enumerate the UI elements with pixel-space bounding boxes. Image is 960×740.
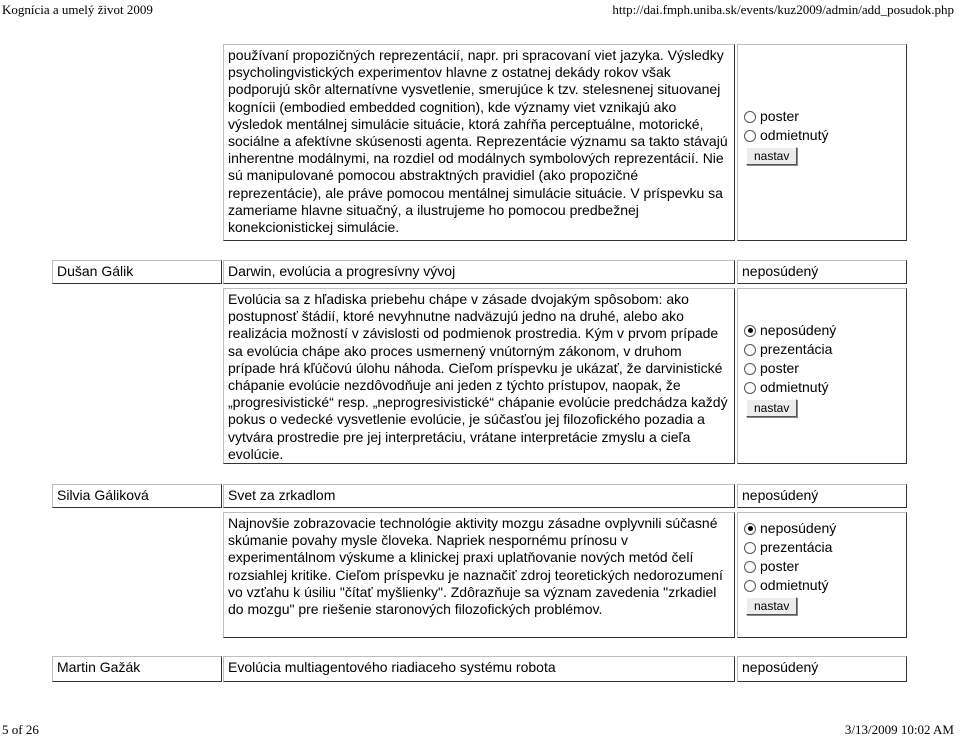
abstract-text: používaní propozičných reprezentácií, napr. pri spracovaní viet jazyka. Výsledky psycholingvistických experimentov hlavne z ostatnej dekády rokov však podporujú skôr alternatívne vysvetlenie, smerujúce k tzv. stelesnenej situovanej kognícii (embodied embedded cognition), kde významy viet vznikajú ako výsledok mentálnej simulácie situácie, ktorá zahŕňa perceptuálne, motorické, sociálne a afektívne skúsenosti agenta. Reprezentácie významu sa takto stávajú inherentne modálnymi, na rozdiel od modálnych symbolových reprezentácií. Nie sú manipulované pomocou abstraktných pravidiel (ako propozičné reprezentácie), ale práve pomocou mentálnej simulácie situácie. V príspevku sa zameriame hlavne situačný, a ilustrujeme ho pomocou predbežnej konekcionistickej simulácie.	[228, 47, 728, 236]
abstract-text: Evolúcia sa z hľadiska priebehu chápe v zásade dvojakým spôsobom: ako postupnosť štádií, ktoré nevyhnutne nadväzujú jedno na druhé, alebo ako realizácia možností v závislosti od podmienok prostredia. Kým v prvom prípade sa evolúcia chápe ako proces usmernený vnútorným zákonom, v druhom prípade hrá kľúčovú úlohu náhoda. Cieľom príspevku je ukázať, že darvinistické chápanie evolúcie nezdôvodňuje ani jeden z týchto prístupov, naopak, že „progresivistické“ resp. „neprogresivistické“ chápanie evolúcie predchádza každý pokus o vedecké vysvetlenie evolúcie, je súčasťou jej filozofického pozadia a vytvára prostredie pre jej interpretáciu, vrátane interpretácie zmyslu a cieľa evolúcie.	[228, 291, 728, 462]
radio-button[interactable]	[744, 580, 756, 592]
radio-button[interactable]	[744, 382, 756, 394]
title-cell: Evolúcia multiagentového riadiaceho systému robota	[223, 656, 735, 682]
print-footer	[0, 720, 960, 740]
abstract-cell	[223, 44, 735, 241]
radio-button[interactable]	[744, 344, 756, 356]
radio-option-odmietnuty[interactable]	[744, 126, 902, 145]
nastav-button[interactable]: nastav	[746, 597, 797, 615]
radio-option-poster[interactable]	[744, 359, 902, 378]
radio-option-odmietnuty[interactable]	[744, 576, 902, 595]
print-header	[0, 0, 960, 20]
abstract-cell	[223, 512, 735, 638]
radio-label: neposúdený	[760, 519, 837, 536]
abstract-text: Najnovšie zobrazovacie technológie aktivity mozgu zásadne ovplyvnili súčasné skúmanie povahy mysle človeka. Napriek nespornému prínosu v experimentálnom výskume a klinickej praxi uplatňovanie nových metód čelí rozsiahlej kritike. Cieľom príspevku je naznačiť zdroj teoretických nedorozumení vo vzťahu k úsiliu "čítať myšlienky". Zdôrazňuje sa význam zavedenia "zrkadiel do mozgu" pre riešenie staronových filozofických problémov.	[228, 515, 723, 618]
status-cell: neposúdený	[737, 484, 907, 508]
radio-label: odmietnutý	[760, 378, 829, 395]
author-cell: Martin Gažák	[52, 656, 222, 682]
radio-label: poster	[760, 557, 799, 574]
radio-button[interactable]	[744, 561, 756, 573]
radio-option-neposudeny[interactable]	[744, 321, 902, 340]
page-url: http://dai.fmph.uniba.sk/events/kuz2009/admin/add_posudok.php	[612, 2, 954, 17]
radio-button[interactable]	[744, 542, 756, 554]
status-cell: neposúdený	[737, 260, 907, 284]
radio-option-prezentacia[interactable]	[744, 340, 902, 359]
radio-option-neposudeny[interactable]	[744, 519, 902, 538]
radio-option-poster[interactable]	[744, 557, 902, 576]
print-datetime: 3/13/2009 10:02 AM	[844, 722, 954, 737]
review-form	[737, 512, 907, 638]
radio-label: odmietnutý	[760, 126, 829, 143]
title-cell: Svet za zrkadlom	[223, 484, 735, 508]
radio-option-prezentacia[interactable]	[744, 538, 902, 557]
page-number: 5 of 26	[2, 722, 39, 737]
radio-button[interactable]	[744, 523, 756, 535]
radio-label: odmietnutý	[760, 576, 829, 593]
status-cell: neposúdený	[737, 656, 907, 682]
radio-button[interactable]	[744, 130, 756, 142]
nastav-button[interactable]: nastav	[746, 399, 797, 417]
radio-button[interactable]	[744, 363, 756, 375]
nastav-button[interactable]: nastav	[746, 147, 797, 165]
author-cell: Silvia Gáliková	[52, 484, 222, 508]
radio-button[interactable]	[744, 111, 756, 123]
radio-label: neposúdený	[760, 321, 837, 338]
radio-option-odmietnuty[interactable]	[744, 378, 902, 397]
review-form	[737, 288, 907, 464]
radio-button[interactable]	[744, 325, 756, 337]
radio-option-poster[interactable]	[744, 107, 902, 126]
site-title: Kognícia a umelý život 2009	[2, 2, 153, 17]
abstract-cell	[223, 288, 735, 464]
radio-label: prezentácia	[760, 340, 833, 357]
author-cell: Dušan Gálik	[52, 260, 222, 284]
radio-label: poster	[760, 107, 799, 124]
radio-label: poster	[760, 359, 799, 376]
title-cell: Darwin, evolúcia a progresívny vývoj	[223, 260, 735, 284]
radio-label: prezentácia	[760, 538, 833, 555]
review-form	[737, 44, 907, 241]
